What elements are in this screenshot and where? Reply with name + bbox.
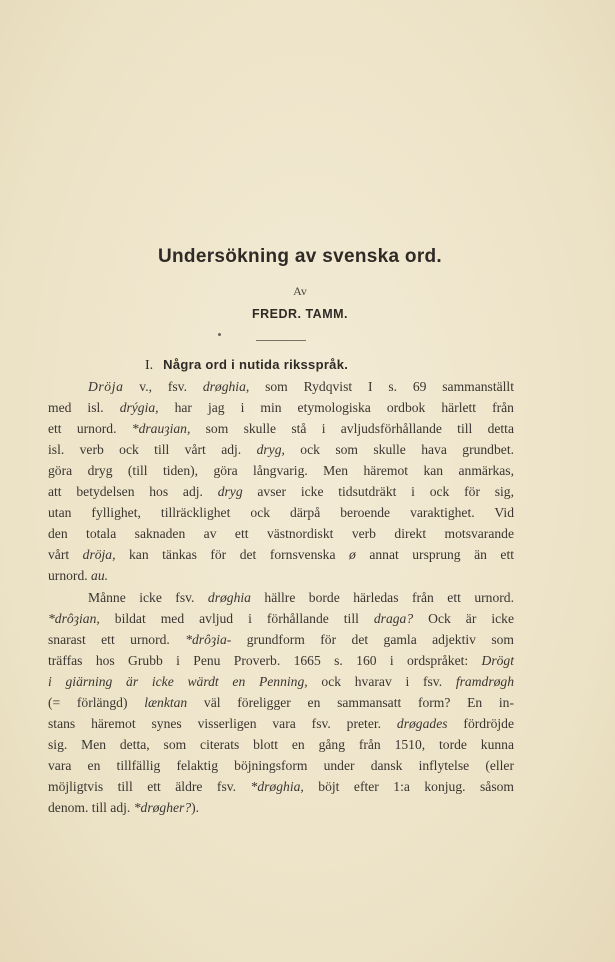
text-line bbox=[48, 441, 514, 459]
text-span: (= förlängd) bbox=[48, 694, 145, 710]
text-span: göra dryg (till tiden), göra långvarig. Men häremot kan anmärkas, bbox=[48, 463, 514, 479]
text-span: vara en tillfällig felaktig böjningsform under dansk inflytelse (eller bbox=[48, 757, 514, 773]
text-line bbox=[48, 567, 514, 585]
text-line bbox=[48, 504, 514, 522]
italic-word: *drôȝian, bbox=[48, 610, 100, 626]
text-line bbox=[48, 757, 514, 775]
text-span: som Rydqvist I s. 69 sammanställt bbox=[249, 379, 514, 394]
text-span: väl föreligger en sammansatt form? En in- bbox=[187, 694, 515, 710]
text-span: träffas hos Grubb i Penu Proverb. 1665 s. 160 i ordspråket: bbox=[48, 652, 482, 668]
text-line bbox=[48, 483, 514, 501]
text-span: ock som skulle hava grundbet. bbox=[284, 442, 514, 458]
text-line bbox=[48, 546, 514, 564]
text-span: har jag i min etymologiska ordbok härlett från bbox=[158, 400, 514, 416]
text-line bbox=[48, 694, 514, 712]
text-span: ett urnord. bbox=[48, 421, 132, 437]
text-span: stans häremot synes visserligen vara fsv. preter. bbox=[48, 715, 397, 731]
text-line bbox=[48, 589, 514, 607]
italic-word: drøghia bbox=[207, 589, 251, 605]
italic-word: lænktan bbox=[144, 694, 188, 710]
text-span: ). bbox=[191, 800, 200, 815]
text-span: denom. till adj. bbox=[48, 800, 134, 815]
text-line bbox=[48, 525, 514, 543]
text-line bbox=[48, 378, 514, 396]
italic-word: Drögt bbox=[481, 652, 514, 668]
section-number: I. bbox=[145, 358, 154, 373]
text-span: fördröjde bbox=[447, 715, 514, 731]
italic-word: *drøgher? bbox=[133, 800, 192, 815]
text-line bbox=[48, 420, 514, 438]
text-span: snarast ett urnord. bbox=[48, 631, 186, 647]
divider-rule bbox=[256, 340, 306, 341]
italic-word: dryg bbox=[217, 484, 243, 500]
text-span: böjt efter 1:a konjug. såsom bbox=[303, 778, 514, 794]
text-span: Ock är icke bbox=[413, 610, 514, 626]
italic-word: framdrøgh bbox=[455, 673, 515, 689]
article-title: Undersökning av svenska ord. bbox=[158, 246, 442, 267]
text-span: utan fyllighet, tillräcklighet ock därpå beroende varaktighet. Vid bbox=[48, 505, 514, 521]
text-span: med isl. bbox=[48, 400, 120, 416]
section-title: Några ord i nutida riksspråk. bbox=[163, 357, 349, 372]
author-name: FREDR. TAMM. bbox=[251, 307, 349, 321]
italic-word: *drôȝia- bbox=[185, 631, 232, 647]
text-span: annat ursprung än ett bbox=[355, 547, 514, 563]
text-span: som skulle stå i avljudsförhållande till detta bbox=[190, 421, 514, 437]
text-span: möjligtvis till ett äldre fsv. bbox=[48, 778, 251, 794]
text-span: grundform för det gamla adjektiv som bbox=[231, 631, 515, 647]
italic-word: dryg, bbox=[256, 442, 285, 458]
text-span: urnord. bbox=[48, 568, 92, 584]
text-line bbox=[48, 673, 514, 691]
italic-word: draga? bbox=[373, 610, 414, 626]
text-line bbox=[48, 652, 514, 670]
print-speck bbox=[218, 333, 221, 336]
text-span: att betydelsen hos adj. bbox=[48, 484, 218, 500]
text-span: Månne icke fsv. bbox=[88, 589, 208, 605]
text-line bbox=[48, 462, 514, 480]
text-span: isl. verb ock till vårt adj. bbox=[48, 442, 257, 458]
text-span: kan tänkas för det fornsvenska bbox=[115, 547, 350, 563]
italic-word: drøgades bbox=[396, 715, 448, 731]
text-line bbox=[48, 778, 514, 796]
text-line bbox=[48, 736, 514, 754]
text-span: bildat med avljud i förhållande till bbox=[99, 610, 374, 626]
byline: Av bbox=[293, 284, 307, 298]
italic-word: drøghia, bbox=[202, 379, 250, 394]
italic-word: *drauȝian, bbox=[131, 421, 191, 437]
text-span: den totala saknaden av ett västnordiskt verb direkt motsvarande bbox=[48, 526, 514, 542]
italic-word: au. bbox=[91, 568, 109, 584]
text-span: avser icke tidsutdräkt i ock för sig, bbox=[242, 484, 515, 500]
text-line bbox=[48, 715, 514, 733]
text-line bbox=[48, 631, 514, 649]
text-span: hällre borde härledas från ett urnord. bbox=[250, 589, 514, 605]
text-line bbox=[48, 399, 514, 417]
text-line bbox=[48, 799, 514, 817]
text-span: v., fsv. bbox=[123, 379, 203, 394]
italic-word: dröja, bbox=[82, 547, 116, 563]
italic-word: *drøghia, bbox=[250, 778, 304, 794]
text-span: vårt bbox=[48, 547, 83, 563]
italic-word: drýgia, bbox=[119, 400, 159, 416]
section-heading bbox=[145, 357, 348, 374]
text-span: sig. Men detta, som citerats blott en gång från 1510, torde kunna bbox=[48, 736, 514, 752]
italic-word: ø bbox=[349, 547, 356, 563]
italic-word: i giärning är icke wärdt en Penning, bbox=[48, 673, 308, 689]
italic-word: Dröja bbox=[88, 379, 124, 394]
text-span: ock hvarav i fsv. bbox=[307, 673, 456, 689]
text-line bbox=[48, 610, 514, 628]
